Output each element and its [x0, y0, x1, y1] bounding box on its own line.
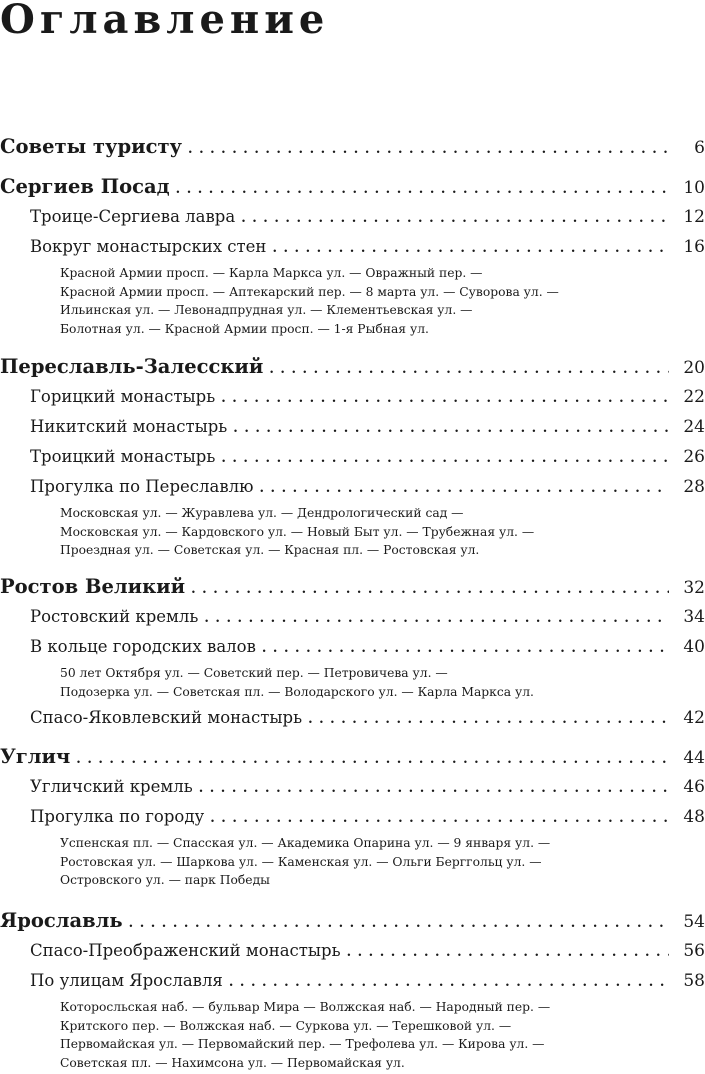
toc-subentry-page-number: 34 [683, 607, 705, 627]
toc-chapter[interactable] [0, 132, 705, 162]
street-route [0, 998, 705, 1072]
toc-chapter-page-number: 10 [683, 178, 705, 198]
toc-subentry-label: Прогулка по Переславлю [30, 477, 254, 496]
street-route-line: Московская ул. — Журавлева ул. — Дендрологический сад — [60, 506, 464, 520]
toc-subentry[interactable] [0, 382, 705, 412]
toc-subentry-label: Троицкий монастырь [30, 447, 216, 466]
toc-section [0, 132, 705, 162]
toc-chapter-label: Переславль-Залесский [0, 355, 264, 378]
dot-leader [262, 634, 669, 664]
toc-subentry-page-number: 48 [683, 807, 705, 827]
street-route [0, 504, 705, 560]
toc-chapter-label: Углич [0, 745, 71, 768]
toc-chapter-label: Советы туристу [0, 135, 183, 158]
dot-leader [188, 135, 669, 165]
street-route-line: Первомайская ул. — Первомайский пер. — Трефолева ул. — Кирова ул. — [60, 1037, 545, 1051]
toc-subentry[interactable] [0, 772, 705, 802]
street-route-line: Ростовская ул. — Шаркова ул. — Каменская ул. — Ольги Берггольц ул. — [60, 854, 542, 869]
dot-leader [308, 705, 669, 735]
street-route-line: Критского пер. — Волжская наб. — Суркова ул. — Терешковой ул. — [60, 1018, 512, 1033]
toc-chapter[interactable] [0, 172, 705, 202]
dot-leader [176, 175, 669, 205]
toc-subentry[interactable] [0, 632, 705, 662]
dot-leader [221, 384, 669, 414]
toc-subentry-page-number: 24 [683, 417, 705, 437]
toc-subentry-label: Спасо-Преображенский монастырь [30, 941, 341, 960]
dot-leader [199, 774, 669, 804]
street-route-line: Успенская пл. — Спасская ул. — Академика Опарина ул. — 9 января ул. — [60, 836, 551, 850]
page-title: Оглавление [0, 0, 330, 43]
dot-leader [191, 575, 669, 605]
toc-subentry-label: Вокруг монастырских стен [30, 237, 267, 256]
toc-section [0, 742, 705, 892]
street-route-line: Которосльская наб. — бульвар Мира — Волжская наб. — Народный пер. — [60, 1000, 551, 1014]
toc-chapter-page-number: 54 [683, 912, 705, 932]
street-route-line: Проездная ул. — Советская ул. — Красная пл. — Ростовская ул. [60, 543, 480, 557]
toc-section [0, 572, 705, 733]
toc-section [0, 352, 705, 562]
toc-subentry-page-number: 22 [683, 387, 705, 407]
toc-chapter-label: Ростов Великий [0, 575, 186, 598]
toc-chapter-page-number: 6 [694, 138, 705, 158]
toc-subentry-page-number: 46 [683, 777, 705, 797]
toc-chapter-page-number: 44 [683, 748, 705, 768]
street-route-line: Московская ул. — Кардовского ул. — Новый Быт ул. — Трубежная ул. — [60, 524, 535, 539]
toc-subentry-page-number: 40 [683, 637, 705, 657]
street-route-line: Подозерка ул. — Советская пл. — Володарского ул. — Карла Маркса ул. [60, 684, 534, 699]
toc-subentry-label: Угличский кремль [30, 777, 193, 796]
toc-chapter-label: Ярославль [0, 909, 123, 932]
dot-leader [229, 968, 669, 998]
toc-chapter-label: Сергиев Посад [0, 175, 170, 198]
toc-subentry-label: Никитский монастырь [30, 417, 228, 436]
dot-leader [233, 414, 669, 444]
dot-leader [272, 234, 669, 264]
dot-leader [221, 444, 669, 474]
toc-subentry-label: Троице-Сергиева лавра [30, 207, 236, 226]
toc-subentry[interactable] [0, 232, 705, 262]
toc-subentry[interactable] [0, 442, 705, 472]
toc-chapter-page-number: 32 [683, 578, 705, 598]
street-route [0, 834, 705, 890]
toc-section [0, 172, 705, 340]
toc-subentry-page-number: 58 [683, 971, 705, 991]
toc-subentry-label: Прогулка по городу [30, 807, 205, 826]
toc-subentry[interactable] [0, 802, 705, 832]
dot-leader [347, 938, 669, 968]
toc-chapter-page-number: 20 [683, 358, 705, 378]
dot-leader [210, 804, 669, 834]
dot-leader [269, 355, 669, 385]
toc-chapter[interactable] [0, 906, 705, 936]
toc-subentry-page-number: 26 [683, 447, 705, 467]
street-route-line: Советская пл. — Нахимсона ул. — Первомайская ул. [60, 1055, 405, 1070]
toc-subentry-page-number: 56 [683, 941, 705, 961]
street-route [0, 664, 705, 701]
toc-chapter[interactable] [0, 742, 705, 772]
toc-subentry-page-number: 12 [683, 207, 705, 227]
toc-subentry[interactable] [0, 936, 705, 966]
street-route-line: Болотная ул. — Красной Армии просп. — 1-я Рыбная ул. [60, 321, 429, 336]
toc-subentry[interactable] [0, 412, 705, 442]
toc-subentry-page-number: 28 [683, 477, 705, 497]
street-route-line: Ильинская ул. — Левонадпрудная ул. — Клементьевская ул. — [60, 303, 473, 317]
toc-chapter[interactable] [0, 572, 705, 602]
toc-subentry-label: В кольце городских валов [30, 637, 256, 656]
dot-leader [76, 745, 669, 775]
street-route-line: Красной Армии просп. — Карла Маркса ул. — Овражный пер. — [60, 266, 483, 280]
street-route-line: Островского ул. — парк Победы [60, 873, 270, 887]
toc-subentry-label: Спасо-Яковлевский монастырь [30, 708, 303, 727]
dot-leader [129, 909, 669, 939]
toc-subentry[interactable] [0, 472, 705, 502]
toc-subentry[interactable] [0, 602, 705, 632]
street-route-line: 50 лет Октября ул. — Советский пер. — Петровичева ул. — [60, 666, 448, 680]
toc-section [0, 906, 705, 1074]
toc-chapter[interactable] [0, 352, 705, 382]
street-route-line: Красной Армии просп. — Аптекарский пер. — 8 марта ул. — Суворова ул. — [60, 284, 559, 299]
dot-leader [204, 604, 669, 634]
toc-subentry-label: По улицам Ярославля [30, 971, 223, 990]
toc-subentry-label: Горицкий монастырь [30, 387, 216, 406]
dot-leader [259, 474, 669, 504]
toc-subentry[interactable] [0, 202, 705, 232]
toc-subentry-page-number: 42 [683, 708, 705, 728]
toc-subentry-label: Ростовский кремль [30, 607, 199, 626]
toc-subentry[interactable] [0, 966, 705, 996]
street-route [0, 264, 705, 338]
dot-leader [241, 204, 669, 234]
toc-subentry-page-number: 16 [683, 237, 705, 257]
toc-subentry[interactable] [0, 703, 705, 733]
